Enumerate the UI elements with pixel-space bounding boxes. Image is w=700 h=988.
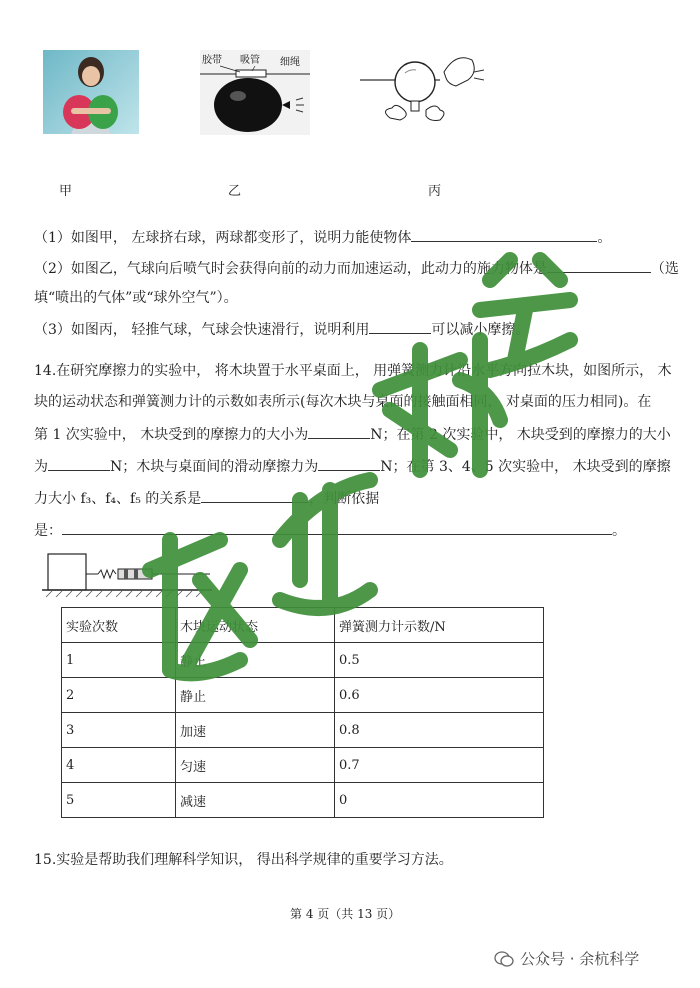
figure-label-bing: 丙 [428, 184, 442, 199]
wechat-icon [494, 951, 514, 967]
q14-answer-blank-4[interactable] [201, 488, 309, 503]
q13-answer-blank-3[interactable] [369, 319, 431, 334]
q14-line1: 14.在研究摩擦力的实验中， 将木块置于水平桌面上， 用弹簧测力计沿水平方向拉木块，如图所示， 木 [34, 363, 672, 379]
table-cell: 0.7 [335, 748, 544, 783]
q14-line6: 是： 。 [34, 520, 674, 541]
table-cell: 4 [62, 748, 176, 783]
table-header-cell: 弹簧测力计示数/N [335, 608, 544, 643]
q14-line5: 力大小 f₃、f₄、f₅ 的关系是 ，判断依据 [34, 488, 674, 509]
table-cell: 0 [335, 783, 544, 818]
q14-answer-blank-1[interactable] [308, 424, 370, 439]
q13-part1: （1）如图甲， 左球挤右球，两球都变形了，说明力能使物体 。 [34, 227, 674, 248]
table-header-cell: 木块运动状态 [176, 608, 335, 643]
table-cell: 静止 [176, 678, 335, 713]
q13-answer-blank-1[interactable] [411, 227, 597, 242]
table-cell: 5 [62, 783, 176, 818]
q14-apparatus-figure [42, 550, 212, 600]
figure-jia-photo [43, 50, 139, 134]
table-row [62, 713, 544, 748]
table-cell: 匀速 [176, 748, 335, 783]
table-cell: 静止 [176, 643, 335, 678]
table-cell: 1 [62, 643, 176, 678]
q13-part3: （3）如图丙， 轻推气球，气球会快速滑行，说明利用 可以减小摩擦。 [34, 319, 674, 340]
balloons-person-image [43, 50, 139, 134]
q14-answer-blank-2[interactable] [48, 456, 110, 471]
table-cell: 0.6 [335, 678, 544, 713]
q14-line2: 块的运动状态和弹簧测力计的示数如表所示(每次木块与桌面的接触面相同， 对桌面的压力相同)。在 [34, 394, 652, 410]
figure-label-yi: 乙 [228, 184, 242, 199]
q13-part1-text: （1）如图甲， 左球挤右球，两球都变形了，说明力能使物体 [34, 230, 412, 246]
figure-label-jia: 甲 [59, 184, 73, 199]
q14-line4: 为 N；木块与桌面间的滑动摩擦力为 N；在第 3、4、5 次实验中， 木块受到的摩擦 [34, 456, 674, 477]
q13-part2-line2: 填“喷出的气体”或“球外空气”）。 [34, 290, 238, 306]
table-cell: 3 [62, 713, 176, 748]
table-cell: 加速 [176, 713, 335, 748]
table-header-cell: 实验次数 [62, 608, 176, 643]
q13-part2-text: （2）如图乙，气球向后喷气时会获得向前的动力而加速运动，此动力的施力物体是 [34, 261, 547, 277]
table-row [62, 643, 544, 678]
yi-tag-tape: 胶带 [202, 55, 222, 66]
source-tag [494, 948, 639, 969]
yi-tag-string: 细绳 [280, 57, 300, 68]
q14-line3: 第 1 次实验中， 木块受到的摩擦力的大小为 N；在第 2 次实验中， 木块受到的摩擦力的大小 [34, 424, 674, 445]
q13-part2: （2）如图乙，气球向后喷气时会获得向前的动力而加速运动，此动力的施力物体是 （选 [34, 258, 674, 279]
q13-part3-text: （3）如图丙， 轻推气球，气球会快速滑行，说明利用 [34, 322, 370, 338]
figure-yi-balloon-rocket [200, 50, 310, 135]
table-row [62, 678, 544, 713]
table-row [62, 748, 544, 783]
q13-answer-blank-2[interactable] [547, 258, 651, 273]
yi-tag-straw: 吸管 [240, 55, 260, 66]
table-cell: 0.5 [335, 643, 544, 678]
q14-answer-blank-5[interactable] [62, 520, 612, 535]
source-tag-text: 公众号 · 余杭科学 [520, 950, 640, 968]
table-cell: 0.8 [335, 713, 544, 748]
table-cell: 减速 [176, 783, 335, 818]
friction-data-table [61, 607, 544, 818]
table-header-row [62, 608, 544, 643]
q15-text: 15.实验是帮助我们理解科学知识， 得出科学规律的重要学习方法。 [34, 852, 453, 868]
q14-answer-blank-3[interactable] [318, 456, 380, 471]
figure-bing-hover-balloon [360, 42, 490, 132]
table-row [62, 783, 544, 818]
table-cell: 2 [62, 678, 176, 713]
page-number: 第 4 页（共 13 页） [290, 907, 401, 921]
